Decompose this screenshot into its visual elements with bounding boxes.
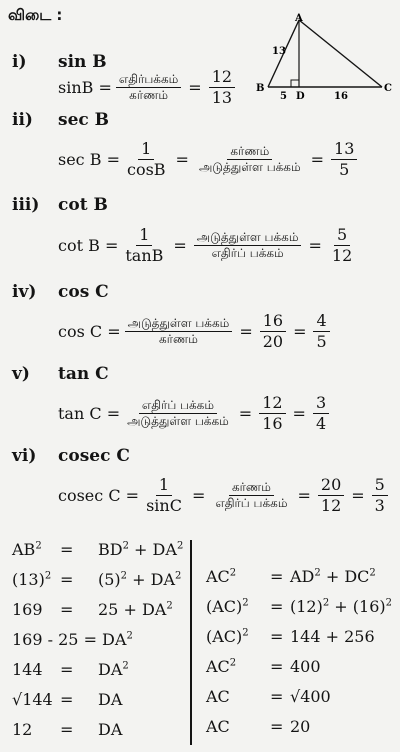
right-calc-row-3-lhs: (AC)$^2$ <box>206 627 249 646</box>
left-calc-row-7-rhs: DA <box>98 720 123 739</box>
part-2-title: sec B <box>58 110 110 130</box>
part-3-lhs: cot B = <box>58 236 119 256</box>
left-calc-row-3-equals: = <box>60 600 74 619</box>
left-calc-row-6-equals: = <box>60 690 74 709</box>
part-1-word-fraction: $\frac{\text{எதிர்பக்கம்}}{\text{கர்ணம்}}$ <box>116 73 181 104</box>
part-5-simplified-fraction: $\frac{3}{4}$ <box>313 394 329 434</box>
right-calc-row-5-equals: = <box>270 687 284 706</box>
left-calc-row-5-rhs: $DA^2$ <box>98 660 129 679</box>
left-calc-row-2-lhs: $(13)^2$ <box>12 570 52 589</box>
part-3-value-fraction: $\frac{5}{12}$ <box>331 225 353 266</box>
side-ab-length: 13 <box>272 46 286 57</box>
part-5-word-fraction: $\frac{\text{எதிர்ப் பக்கம்}}{\text{அடுத்துள்ள பக்கம்}}$ <box>127 397 229 429</box>
right-calc-row-4-equals: = <box>270 657 284 676</box>
right-calc-row-5-rhs: √400 <box>290 687 331 706</box>
right-calc-row-2-lhs: (AC)$^2$ <box>206 597 249 616</box>
part-1-number: i) <box>12 52 27 72</box>
right-angle-mark <box>291 80 299 87</box>
part-2-reciprocal-fraction: $\frac{1}{\cos B}$ <box>126 139 166 180</box>
part-3-reciprocal-fraction: $\frac{1}{\tan B}$ <box>125 225 164 266</box>
vertex-c-label: C <box>384 83 392 94</box>
part-1-equation: sinB = $\frac{\text{எதிர்பக்கம்}}{\text{கர்ணம்}}$ = $\frac{12}{13}$ <box>58 68 239 108</box>
part-6-value-fraction: $\frac{20}{12}$ <box>318 476 344 516</box>
part-2-equation: sec B = $\frac{1}{\cos B}$ = $\frac{\text{கர்ணம்}}{\text{அடுத்துள்ள பக்கம்}}$ = $\frac{13}{5}$ <box>58 140 361 180</box>
right-calc-row-1-rhs: $AD^2 + DC^2$ <box>290 567 376 586</box>
side-ac <box>299 20 382 87</box>
vertex-a-label: A <box>295 13 303 24</box>
triangle-diagram <box>252 12 400 102</box>
right-calc-row-1-lhs: $AC^2$ <box>206 567 237 586</box>
part-6-lhs: cosec C = <box>58 486 140 506</box>
column-divider <box>190 540 192 745</box>
side-bd-length: 5 <box>280 91 287 102</box>
left-calc-row-3-rhs: $25 + DA^2$ <box>98 600 173 619</box>
part-4-title: cos C <box>58 282 109 302</box>
left-calc-row-2-equals: = <box>60 570 74 589</box>
right-calc-row-6-lhs: AC <box>206 717 230 736</box>
part-4-simplified-fraction: $\frac{4}{5}$ <box>313 312 329 352</box>
part-6-title: cosec C <box>58 446 130 466</box>
right-calc-row-2-rhs: $(12)^2 + (16)^2$ <box>290 597 393 616</box>
part-6-simplified-fraction: $\frac{5}{3}$ <box>372 476 388 516</box>
part-5-equation: tan C = $\frac{\text{எதிர்ப் பக்கம்}}{\text{அடுத்துள்ள பக்கம்}}$ = $\frac{12}{16}$ = $\frac{3}{4}$ <box>58 394 333 434</box>
right-calc-row-1-equals: = <box>270 567 284 586</box>
vertex-b-label: B <box>256 83 265 94</box>
part-4-value-fraction: $\frac{16}{20}$ <box>260 312 286 352</box>
part-6-number: vi) <box>12 446 37 466</box>
right-calc-row-3-equals: = <box>270 627 284 646</box>
left-calc-row-7-lhs: 12 <box>12 720 33 739</box>
part-2-lhs: sec B = <box>58 150 120 170</box>
part-1-value-fraction: $\frac{12}{13}$ <box>209 68 235 108</box>
right-calc-row-4-lhs: $AC^2$ <box>206 657 237 676</box>
part-1-title: sin B <box>58 52 107 72</box>
right-calc-row-4-rhs: 400 <box>290 657 321 676</box>
part-6-reciprocal-fraction: $\frac{1}{\sin C}$ <box>146 475 182 516</box>
part-2-number: ii) <box>12 110 33 130</box>
part-2-value-fraction: $\frac{13}{5}$ <box>331 140 357 180</box>
part-4-number: iv) <box>12 282 37 302</box>
right-calc-row-6-equals: = <box>270 717 284 736</box>
part-6-equation: cosec C = $\frac{1}{\sin C}$ = $\frac{\text{கர்ணம்}}{\text{எதிர்ப் பக்கம்}}$ = $\frac{20}{12}$ = $\frac{5}{3}$ <box>58 476 392 516</box>
left-calc-row-4-lhs: $169 - 25 = DA^2$ <box>12 630 133 649</box>
part-4-equation: cos C = $\frac{\text{அடுத்துள்ள பக்கம்}}{\text{கர்ணம்}}$ = $\frac{16}{20}$ = $\frac{4}{5}$ <box>58 312 334 352</box>
right-calc-row-2-equals: = <box>270 597 284 616</box>
part-3-title: cot B <box>58 195 108 215</box>
part-2-word-fraction: $\frac{\text{கர்ணம்}}{\text{அடுத்துள்ள பக்கம்}}$ <box>198 143 301 175</box>
part-3-word-fraction: $\frac{\text{அடுத்துள்ள பக்கம்}}{\text{எதிர்ப் பக்கம்}}$ <box>194 231 302 262</box>
part-3-equation: cot B = $\frac{1}{\tan B}$ = $\frac{\text{அடுத்துள்ள பக்கம்}}{\text{எதிர்ப் பக்கம்}}$ = $\frac{5}{12}$ <box>58 226 359 266</box>
part-5-title: tan C <box>58 364 109 384</box>
left-calc-row-1-lhs: $AB^2$ <box>12 540 42 559</box>
answer-heading: விடை : <box>8 6 63 24</box>
part-4-word-fraction: $\frac{\text{அடுத்துள்ள பக்கம்}}{\text{கர்ணம்}}$ <box>125 317 233 348</box>
side-dc-length: 16 <box>334 91 348 102</box>
left-calc-row-3-lhs: 169 <box>12 600 43 619</box>
left-calc-row-5-equals: = <box>60 660 74 679</box>
part-5-value-fraction: $\frac{12}{16}$ <box>259 394 285 434</box>
right-calc-row-3-rhs: 144 + 256 <box>290 627 375 646</box>
left-calc-row-1-rhs: $BD^2 + DA^2$ <box>98 540 184 559</box>
left-calc-row-2-rhs: $(5)^2 + DA^2$ <box>98 570 182 589</box>
right-calc-row-6-rhs: 20 <box>290 717 311 736</box>
left-calc-row-7-equals: = <box>60 720 74 739</box>
part-3-number: iii) <box>12 195 40 215</box>
right-calc-row-5-lhs: AC <box>206 687 230 706</box>
left-calc-row-6-rhs: DA <box>98 690 123 709</box>
part-5-lhs: tan C = <box>58 404 121 424</box>
part-4-lhs: cos C = <box>58 322 121 342</box>
part-6-word-fraction: $\frac{\text{கர்ணம்}}{\text{எதிர்ப் பக்கம்}}$ <box>215 479 288 511</box>
part-1-lhs: sinB = <box>58 78 112 98</box>
left-calc-row-6-lhs: √144 <box>12 690 53 709</box>
left-calc-row-1-equals: = <box>60 540 74 559</box>
vertex-d-label: D <box>296 91 305 102</box>
left-calc-row-5-lhs: 144 <box>12 660 43 679</box>
part-5-number: v) <box>12 364 30 384</box>
